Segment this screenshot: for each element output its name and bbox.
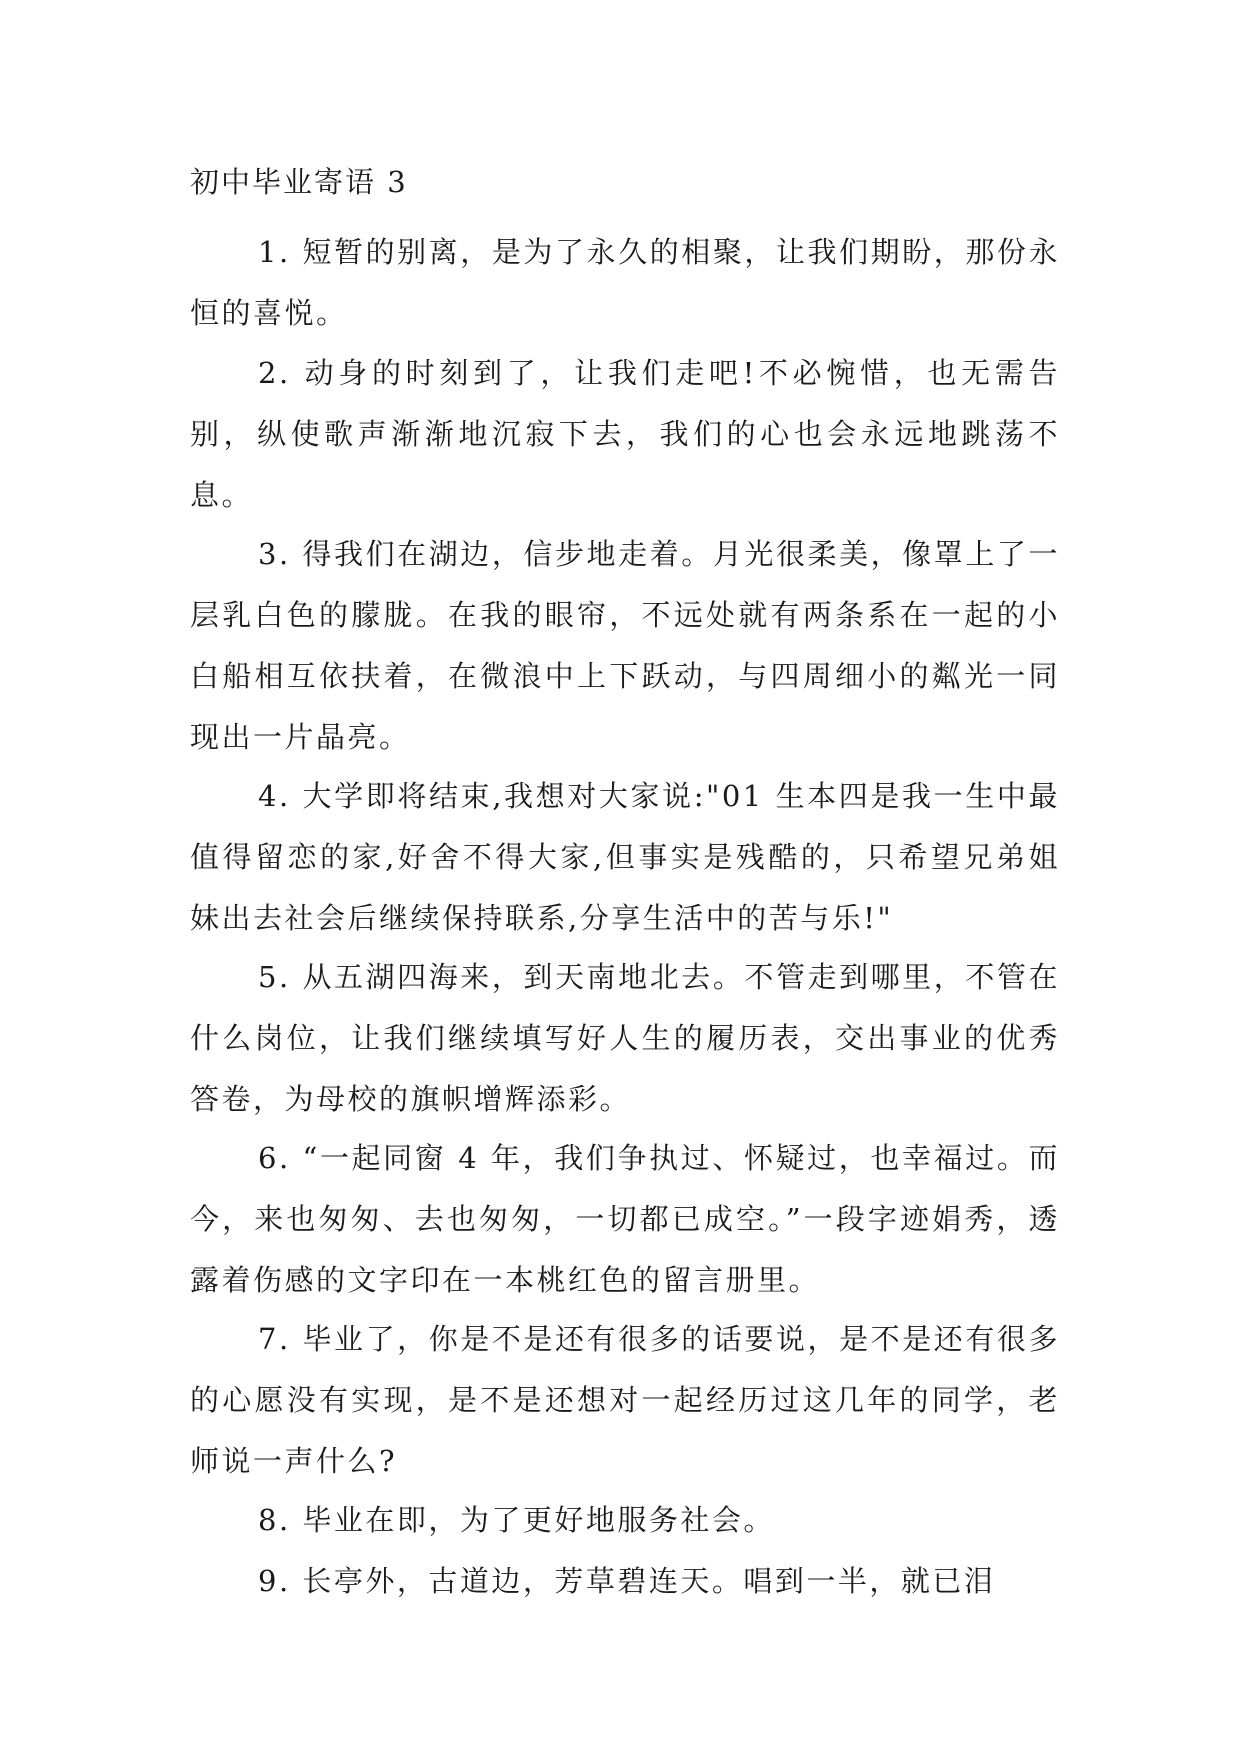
paragraph-2: 2. 动身的时刻到了，让我们走吧!不必惋惜，也无需告别，纵使歌声渐渐地沉寂下去，我们的心也会永远地跳荡不息。 — [190, 356, 1060, 512]
paragraph-5: 5. 从五湖四海来，到天南地北去。不管走到哪里，不管在什么岗位，让我们继续填写好人生的履历表，交出事业的优秀答卷，为母校的旗帜增辉添彩。 — [190, 960, 1060, 1116]
paragraph-4: 4. 大学即将结束,我想对大家说:"01 生本四是我一生中最值得留恋的家,好舍不得大家,但事实是残酷的，只希望兄弟姐妹出去社会后继续保持联系,分享生活中的苦与乐!" — [190, 779, 1060, 935]
paragraph-8: 8. 毕业在即，为了更好地服务社会。 — [258, 1503, 775, 1537]
paragraph-3: 3. 得我们在湖边，信步地走着。月光很柔美，像罩上了一层乳白色的朦胧。在我的眼帘，不远处就有两条系在一起的小白船相互依扶着，在微浪中上下跃动，与四周细小的粼光一同现出一片晶亮。 — [190, 537, 1060, 754]
paragraph-1: 1. 短暂的别离，是为了永久的相聚，让我们期盼，那份永恒的喜悦。 — [190, 235, 1060, 330]
paragraph-9: 9. 长亭外，古道边，芳草碧连天。唱到一半，就已泪 — [258, 1564, 996, 1598]
paragraph-7: 7. 毕业了，你是不是还有很多的话要说，是不是还有很多的心愿没有实现，是不是还想对一起经历过这几年的同学，老师说一声什么? — [190, 1322, 1060, 1478]
document-title: 初中毕业寄语 3 — [190, 165, 408, 199]
paragraph-6: 6. “一起同窗 4 年，我们争执过、怀疑过，也幸福过。而今，来也匆匆、去也匆匆，一切都已成空。”一段字迹娟秀，透露着伤感的文字印在一本桃红色的留言册里。 — [190, 1141, 1060, 1297]
